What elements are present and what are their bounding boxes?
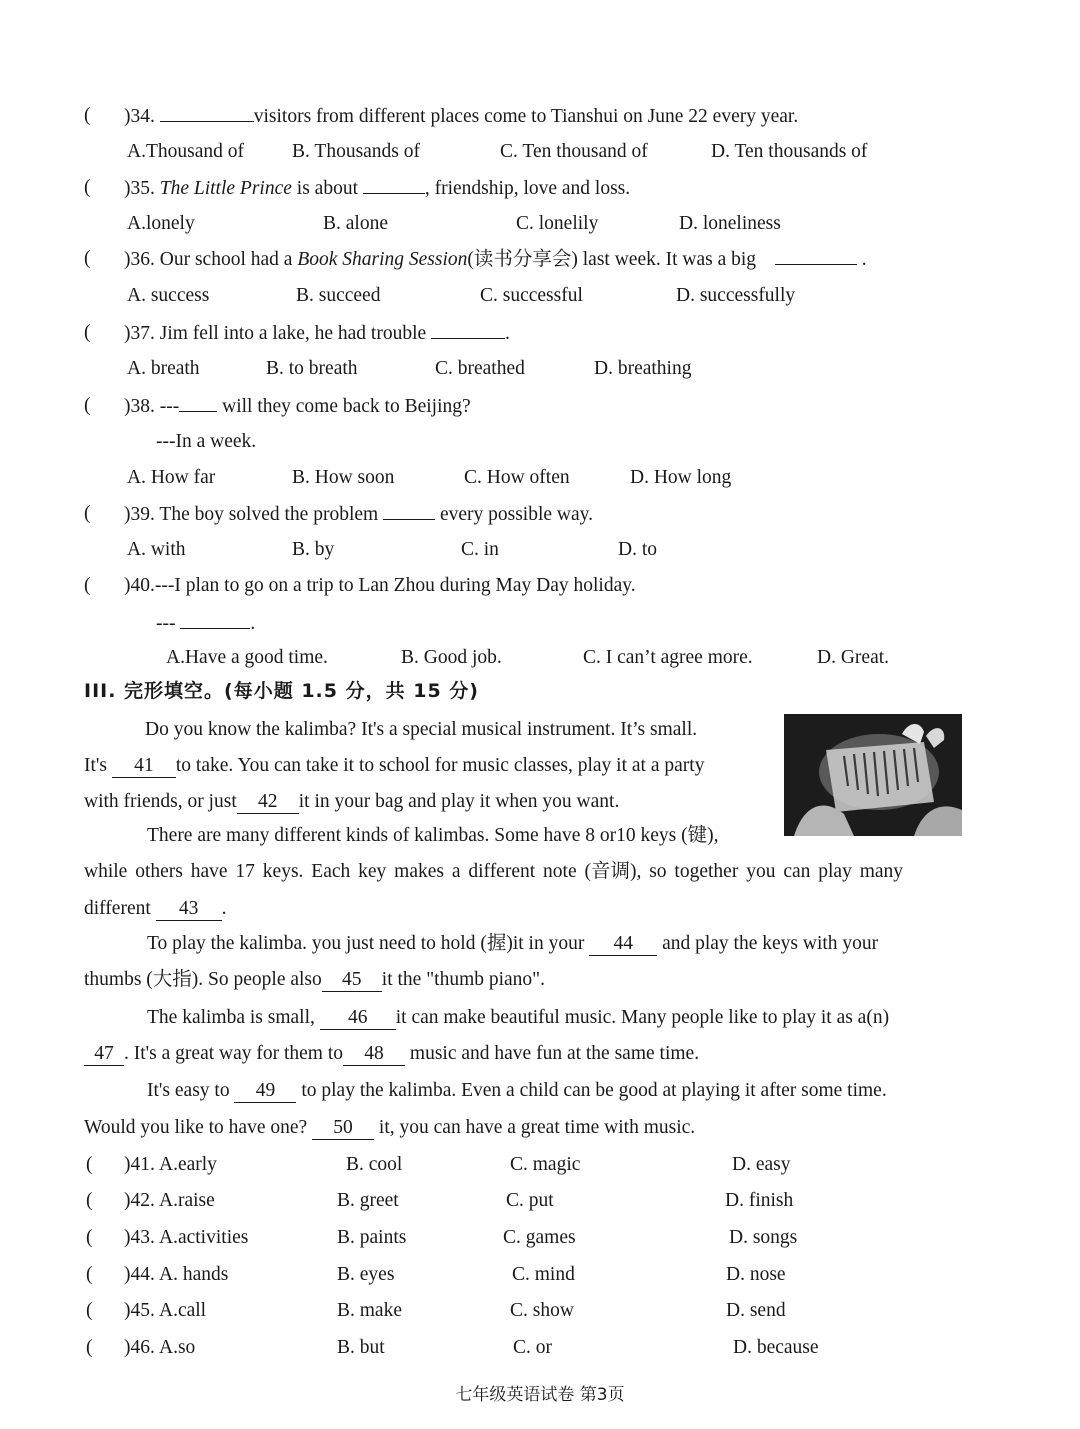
option-d[interactable]: D. nose [726, 1264, 786, 1285]
answer-blank[interactable] [180, 610, 250, 629]
option-a[interactable]: A.so [159, 1337, 196, 1358]
option-b[interactable]: B. paints [337, 1227, 407, 1248]
kalimba-icon [784, 714, 962, 836]
answer-paren: ( [84, 248, 91, 269]
answer-paren: ( [84, 322, 91, 343]
option-a[interactable]: A.activities [159, 1227, 249, 1248]
answer-paren: ( [84, 177, 91, 198]
option-a[interactable]: A.early [159, 1154, 217, 1175]
passage-line: 47 . It's a great way for them to 48 music and have fun at the same time. [84, 1041, 699, 1067]
dialogue-reply: --- . [156, 610, 255, 637]
passage-line: There are many different kinds of kalimbas. Some have 8 or10 keys (键), [147, 825, 719, 846]
dialogue-reply: ---In a week. [156, 431, 257, 452]
question-number: )45. [124, 1300, 155, 1321]
question-text: --- [159, 396, 180, 417]
answer-blank[interactable] [160, 103, 254, 122]
question-number: )43. [124, 1227, 155, 1248]
option-a[interactable]: A.lonely [127, 213, 195, 234]
question-text: , friendship, love and loss. [424, 178, 631, 199]
answer-paren: ( [84, 105, 91, 126]
passage-line: The kalimba is small, 46 it can make beautiful music. Many people like to play it as a(n) [147, 1007, 890, 1028]
passage-line: It's easy to 49 to play the kalimba. Even a child can be good at playing it after some time. [147, 1080, 887, 1101]
question-text: (读书分享会) last week. It was a big [467, 249, 757, 270]
question-text: The boy solved the problem [159, 504, 379, 525]
option-d[interactable]: D. breathing [594, 358, 692, 379]
question-text: Our school had a [159, 249, 298, 270]
question-text: will they come back to Beijing? [222, 396, 471, 417]
question-text: is about [291, 178, 358, 199]
option-a[interactable]: A. How far [127, 467, 216, 488]
answer-blank[interactable] [363, 175, 425, 194]
option-c[interactable]: C. or [513, 1337, 552, 1358]
option-c[interactable]: C. put [506, 1190, 554, 1211]
option-a[interactable]: A.call [159, 1300, 207, 1321]
question-text: . [861, 249, 867, 270]
option-a[interactable]: A. breath [127, 358, 200, 379]
question-number: )44. [124, 1264, 155, 1285]
option-c[interactable]: C. lonelily [516, 213, 599, 234]
option-d[interactable]: D. because [733, 1337, 819, 1358]
cloze-blank-46[interactable]: 46 [320, 1007, 396, 1030]
cloze-blank-49[interactable]: 49 [234, 1080, 296, 1103]
answer-blank[interactable] [775, 246, 857, 265]
question-text: ---I plan to go on a trip to Lan Zhou during May Day holiday. [154, 575, 636, 596]
question-number: )42. [124, 1190, 155, 1211]
option-b[interactable]: B. cool [346, 1154, 403, 1175]
answer-paren: ( [84, 395, 91, 416]
cloze-blank-45[interactable]: 45 [322, 969, 382, 992]
question-text: visitors from different places come to Tianshui on June 22 every year. [253, 106, 799, 127]
question-number: )39. [124, 504, 155, 525]
cloze-blank-42[interactable]: 42 [237, 791, 299, 814]
option-a[interactable]: A. hands [159, 1264, 229, 1285]
question-text: Jim fell into a lake, he had trouble [159, 323, 427, 344]
option-c[interactable]: C. magic [510, 1154, 581, 1175]
option-d[interactable]: D. How long [630, 467, 732, 488]
option-b[interactable]: B. succeed [296, 285, 381, 306]
passage-line: Do you know the kalimba? It's a special musical instrument. It’s small. [145, 719, 698, 740]
option-c[interactable]: C. How often [464, 467, 570, 488]
option-a[interactable]: A. with [127, 539, 186, 560]
passage-line: with friends, or just 42 it in your bag and play it when you want. [84, 791, 620, 812]
option-c[interactable]: C. breathed [435, 358, 525, 379]
option-d[interactable]: D. Ten thousands of [711, 141, 868, 162]
question-number: )34. [124, 106, 155, 127]
option-b[interactable]: B. Thousands of [292, 141, 421, 162]
question-number: )36. [124, 249, 155, 270]
option-d[interactable]: D. to [618, 539, 657, 560]
question-number: )40. [124, 575, 155, 596]
cloze-blank-47[interactable]: 47 [84, 1043, 124, 1066]
option-d[interactable]: D. send [726, 1300, 786, 1321]
question-text: every possible way. [439, 504, 594, 525]
page-footer: 七年级英语试卷 第3页 [455, 1385, 625, 1405]
question-number: )38. [124, 396, 155, 417]
passage-line: while others have 17 keys. Each key makes a different note (音调), so together you can play many [84, 861, 904, 882]
question-number: )37. [124, 323, 155, 344]
option-b[interactable]: B. alone [323, 213, 388, 234]
cloze-blank-44[interactable]: 44 [589, 933, 657, 956]
option-a[interactable]: A.Have a good time. [166, 647, 328, 668]
question-number: )46. [124, 1337, 155, 1358]
passage-line: Would you like to have one? 50 it, you can have a great time with music. [84, 1117, 696, 1138]
answer-paren: ( [84, 503, 91, 524]
option-b[interactable]: B. greet [337, 1190, 399, 1211]
event-name: Book Sharing Session [297, 249, 468, 270]
option-b[interactable]: B. by [292, 539, 335, 560]
cloze-blank-41[interactable]: 41 [112, 755, 176, 778]
section-heading: III. 完形填空。(每小题 1.5 分，共 15 分) [84, 680, 479, 702]
option-a[interactable]: A.raise [159, 1190, 215, 1211]
option-b[interactable]: B. but [337, 1337, 385, 1358]
option-c[interactable]: C. show [510, 1300, 574, 1321]
question-number: )41. [124, 1154, 155, 1175]
option-c[interactable]: C. I can’t agree more. [583, 647, 753, 668]
question-text: . [505, 323, 510, 344]
option-d[interactable]: D. finish [725, 1190, 794, 1211]
option-b[interactable]: B. eyes [337, 1264, 395, 1285]
passage-line: different 43 . [84, 898, 227, 919]
option-c[interactable]: C. mind [512, 1264, 575, 1285]
option-a[interactable]: A. success [127, 285, 210, 306]
answer-paren: ( [84, 575, 91, 596]
kalimba-photo [784, 714, 962, 836]
passage-line: To play the kalimba. you just need to hold (握)it in your 44 and play the keys with your [147, 933, 879, 954]
cloze-blank-48[interactable]: 48 [343, 1043, 405, 1066]
cloze-blank-43[interactable]: 43 [156, 898, 222, 921]
option-c[interactable]: C. Ten thousand of [500, 141, 648, 162]
option-d[interactable]: D. Great. [817, 647, 890, 668]
answer-blank[interactable] [179, 393, 217, 412]
question-number: )35. [124, 178, 155, 199]
option-c[interactable]: C. in [461, 539, 499, 560]
option-d[interactable]: D. successfully [676, 285, 796, 306]
answer-blank[interactable] [383, 501, 435, 520]
option-b[interactable]: B. How soon [292, 467, 395, 488]
option-d[interactable]: D. easy [732, 1154, 791, 1175]
option-c[interactable]: C. successful [480, 285, 583, 306]
option-b[interactable]: B. Good job. [401, 647, 502, 668]
passage-line: It's 41 to take. You can take it to school for music classes, play it at a party [84, 755, 705, 776]
exam-page: ( )34. visitors from different places come to Tianshui on June 22 every year. A.Thousand of B. Thousands of C. Ten thousand of D. Ten thousands of ( )35. The Little Prince is about , friendship, love and loss. A.lonely B. alone C. lonelily D. loneliness ( )36. Our school had a Book Sharing Session(读书分享会) last week. It was a big . A. success B. succeed C. successful D. successfully ( )37. Jim fell into a lake, he had trouble . A. breath B. to breath C. breathed D. breathing ( )38. --- will they come back to Beijing? ---In a week. A. How far B. How soon C. How often D. How long ( )39. The boy solved the problem every possible way. A. with B. by C. in D. to ( )40.---I plan to go on a trip to Lan Zhou during May Day holiday. --- . A.Have a good time. B. Good job. C. I can’t agree more. D. Great. III. 完形填空。(每小题 1.5 分，共 15 分) Do you know the kalimba? It's a special musical instrument. It’s small. It's 41 to take. You can take it to school for music classes, play it at a party with friends, or just 42 it in your bag and play it when you want. There are many different kinds of kalimbas. Some have 8 or10 keys (键), while others have 17 keys. Each key makes a different note (音调), so together you can play many different 43 . To play the kalimba. you just need to hold (握)it in your 44 and play the keys with your thumbs (大指). So people also 45 it the "thumb piano". The kalimba is small, 46 it can make beautiful music. Many people like to play it as a(n) 47 . It's a great way for them to 48 music and have fun at the same time. It's easy to 49 to play the kalimba. Even a child can be good at playing it after some time. Would you like to have one? 50 it, you can have a great time with music. ( )41. A.early B. cool C. magic D. easy ( )42. A.raise B. greet C. put D. finish ( )43. A.activities B. paints C. games D. songs ( )44. A. hands B. eyes C. mind D. nose ( )45. A.call B. make C. show D. send ( )46. A.so B. but C. or D. because 七年级英语试卷 第3页 [0, 0, 1080, 1429]
option-b[interactable]: B. to breath [266, 358, 358, 379]
option-d[interactable]: D. loneliness [679, 213, 781, 234]
option-d[interactable]: D. songs [729, 1227, 798, 1248]
answer-blank[interactable] [431, 320, 505, 339]
option-a[interactable]: A.Thousand of [127, 141, 244, 162]
option-c[interactable]: C. games [503, 1227, 576, 1248]
cloze-blank-50[interactable]: 50 [312, 1117, 374, 1140]
book-title: The Little Prince [159, 178, 292, 199]
passage-line: thumbs (大指). So people also 45 it the "thumb piano". [84, 969, 546, 990]
option-b[interactable]: B. make [337, 1300, 402, 1321]
